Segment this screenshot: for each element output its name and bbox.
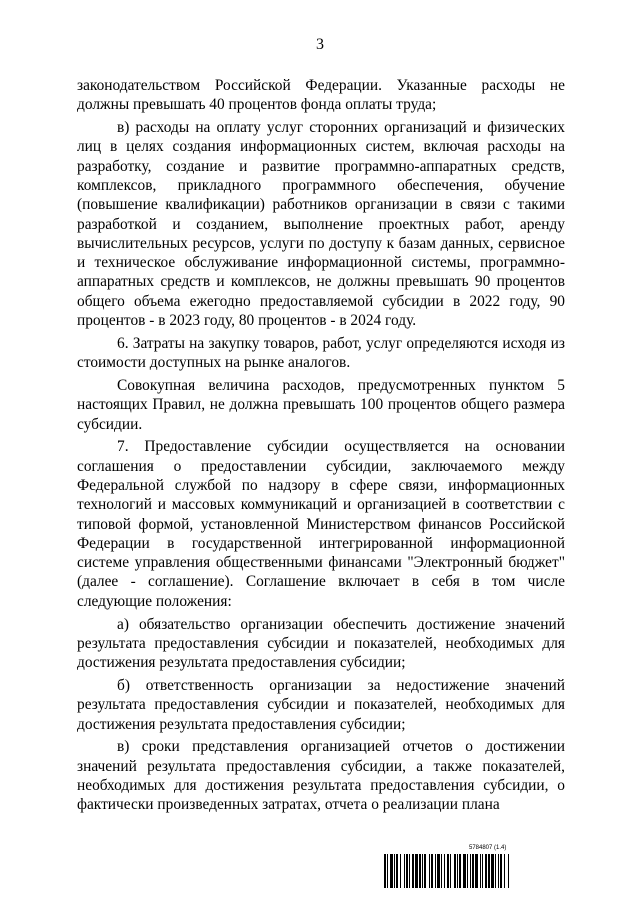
document-body [77, 76, 565, 818]
page-number: 3 [316, 36, 324, 53]
paragraph-8: в) сроки представления организацией отчетов о достижении значений результата предоставления субсидии, а также показателей, необходимых для достижения результата предоставления субсидии, о фактически произведенных затратах, отчета о реализации плана [77, 738, 565, 814]
paragraph-1: законодательством Российской Федерации. Указанные расходы не должны превышать 40 процентов фонда оплаты труда; [77, 77, 565, 114]
paragraph-5: 7. Предоставление субсидии осуществляется на основании соглашения о предоставлении субсидии, заключаемого между Федеральной службой по надзору в сфере связи, информационных технологий и массовых коммуникаций и организацией в соответствии с типовой формой, установленной Министерством финансов Российской Федерации в государственной интегрированной информационной системе управления общественными финансами "Электронный бюджет" (далее - соглашение). Соглашение включает в себя в том числе следующие положения: [77, 438, 565, 610]
paragraph-2: в) расходы на оплату услуг сторонних организаций и физических лиц в целях создания информационных систем, включая расходы на разработку, создание и развитие программно-аппаратных средств, комплексов, прикладного программного обеспечения, обучение (повышение квалификации) работников организации в связи с такими разработкой и созданием, выполнение проектных работ, аренду вычислительных ресурсов, услуги по доступу к базам данных, сервисное и техническое обслуживание информационной системы, программно-аппаратных средств и комплексов, не должны превышать 90 процентов общего объема ежегодно предоставляемой субсидии в 2022 году, 90 процентов - в 2023 году, 80 процентов - в 2024 году. [77, 119, 565, 330]
barcode-block [384, 845, 566, 889]
barcode-icon [384, 854, 566, 888]
paragraph-3: 6. Затраты на закупку товаров, работ, услуг определяются исходя из стоимости доступных на рынке аналогов. [77, 334, 565, 372]
barcode-caption: 5784807 (1.4) [469, 845, 507, 851]
paragraph-7: б) ответственность организации за недостижение значений результата предоставления субсидии и показателей, необходимых для достижения результата предоставления субсидии; [77, 676, 565, 733]
paragraph-6: а) обязательство организации обеспечить достижение значений результата предоставления субсидии и показателей, необходимых для достижения результата предоставления субсидии; [77, 615, 565, 672]
paragraph-4: Совокупная величина расходов, предусмотренных пунктом 5 настоящих Правил, не должна превышать 100 процентов общего размера субсидии. [77, 376, 565, 433]
